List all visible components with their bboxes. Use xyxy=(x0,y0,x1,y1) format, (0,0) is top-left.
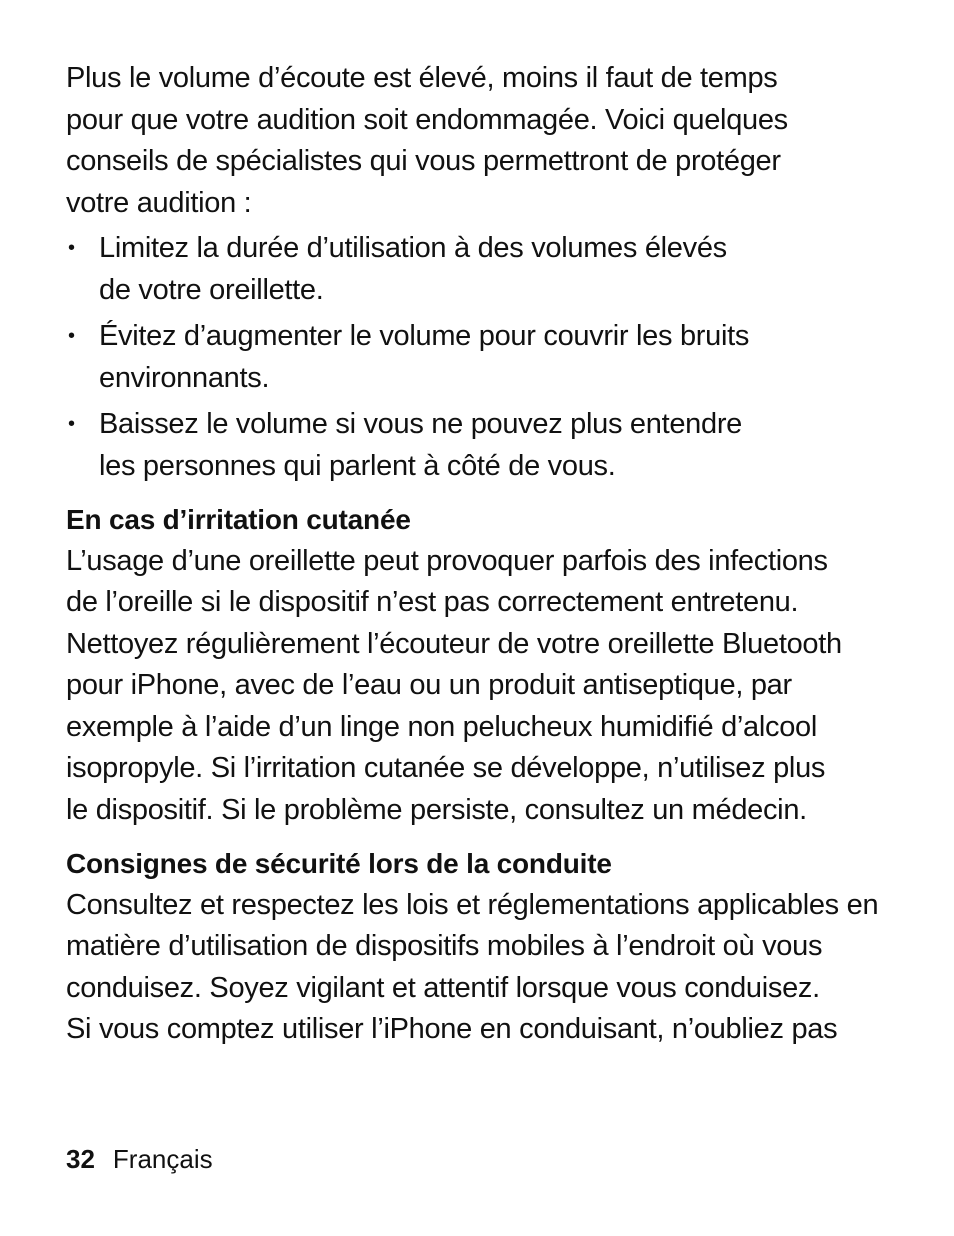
text-line: Évitez d’augmenter le volume pour couvrir les bruits xyxy=(99,320,750,352)
bullet-icon: • xyxy=(68,237,76,259)
text-line: Limitez la durée d’utilisation à des volumes élevés xyxy=(99,232,727,264)
text-line: Plus le volume d’écoute est élevé, moins il faut de temps xyxy=(66,62,778,94)
bullet-item xyxy=(66,316,906,399)
text-line: Si vous comptez utiliser l’iPhone en conduisant, n’oubliez pas xyxy=(66,1013,838,1045)
text-line: Baissez le volume si vous ne pouvez plus entendre xyxy=(99,408,743,440)
text-line: de l’oreille si le dispositif n’est pas correctement entretenu. xyxy=(66,586,799,618)
bullet-icon: • xyxy=(68,413,76,435)
text-line: les personnes qui parlent à côté de vous. xyxy=(99,449,616,482)
text-line: pour iPhone, avec de l’eau ou un produit antiseptique, par xyxy=(66,669,792,701)
document-page xyxy=(66,58,906,1051)
text-line: isopropyle. Si l’irritation cutanée se développe, n’utilisez plus xyxy=(66,752,826,784)
bullet-item xyxy=(66,404,906,487)
text-line: Nettoyez régulièrement l’écouteur de votre oreillette Bluetooth xyxy=(66,627,842,660)
page-number: 32 xyxy=(66,1144,95,1174)
page-footer xyxy=(66,1141,213,1177)
text-line: Consultez et respectez les lois et réglementations applicables en xyxy=(66,888,879,921)
bullet-item xyxy=(66,228,906,311)
text-line: L’usage d’une oreillette peut provoquer parfois des infections xyxy=(66,544,828,577)
text-line: pour que votre audition soit endommagée. Voici quelques xyxy=(66,103,788,136)
footer-language: Français xyxy=(112,1144,213,1174)
text-line: conduisez. Soyez vigilant et attentif lorsque vous conduisez. xyxy=(66,971,820,1004)
driving-section xyxy=(66,843,906,1051)
irritation-section xyxy=(66,499,906,831)
bullet-icon: • xyxy=(68,325,76,347)
text-line: environnants. xyxy=(99,361,270,394)
text-line: exemple à l’aide d’un linge non pelucheux humidifié d’alcool xyxy=(66,710,818,743)
text-line: votre audition : xyxy=(66,186,252,219)
section-heading: En cas d’irritation cutanée xyxy=(66,504,411,535)
text-line: matière d’utilisation de dispositifs mobiles à l’endroit où vous xyxy=(66,930,823,962)
text-line: le dispositif. Si le problème persiste, consultez un médecin. xyxy=(66,793,807,826)
bullet-list xyxy=(66,228,906,487)
intro-paragraph xyxy=(66,58,906,224)
text-line: conseils de spécialistes qui vous permettront de protéger xyxy=(66,145,781,177)
section-heading: Consignes de sécurité lors de la conduite xyxy=(66,848,612,879)
text-line: de votre oreillette. xyxy=(99,273,324,306)
